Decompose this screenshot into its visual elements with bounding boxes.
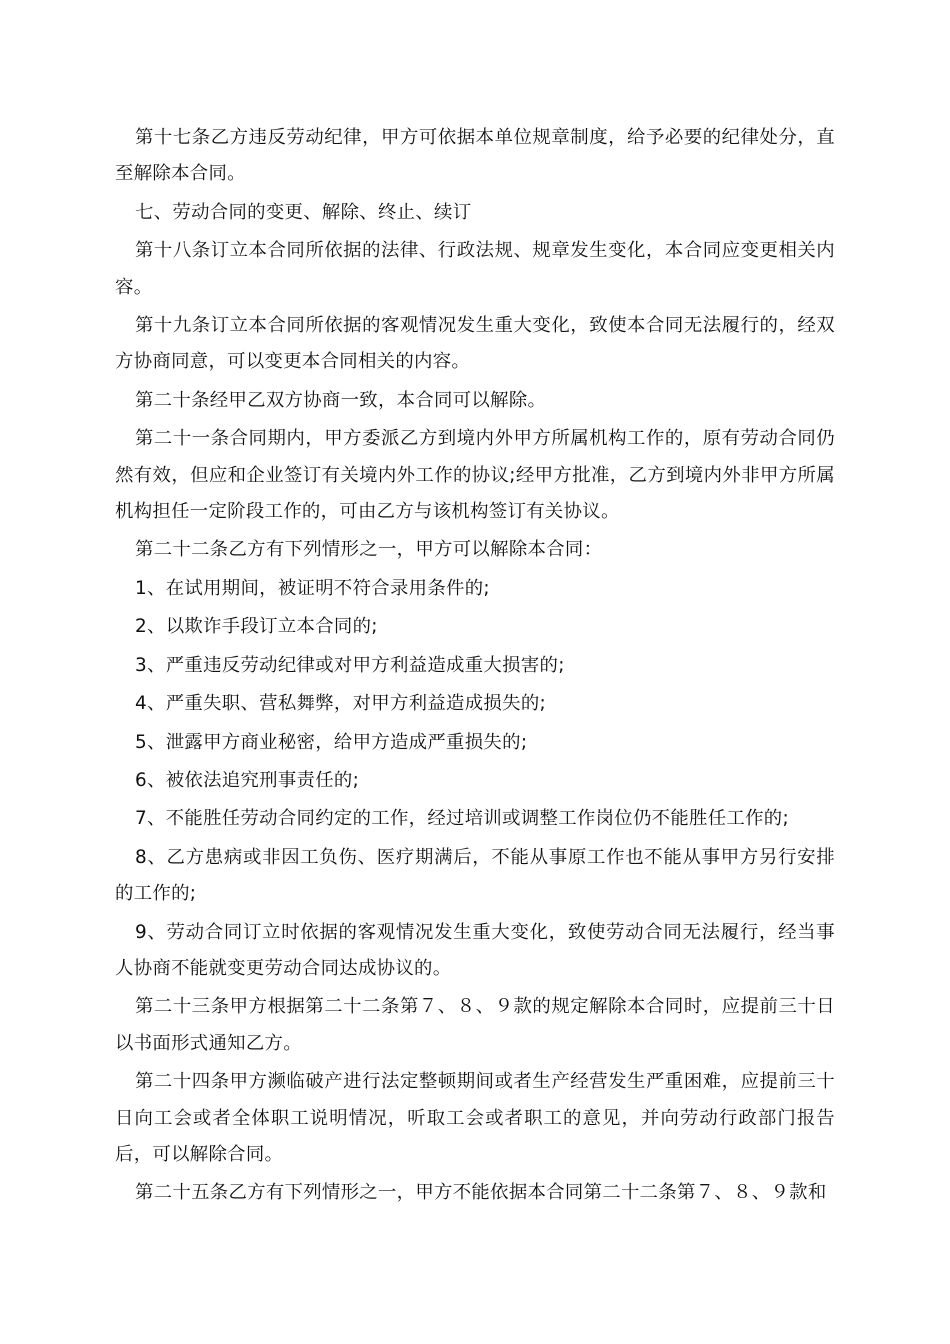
article-25-paragraph: 第二十五条乙方有下列情形之一，甲方不能依据本合同第二十二条第７、８、９款和 [135, 1182, 827, 1204]
article-22-item-2: 2、以欺诈手段订立本合同的; [135, 616, 378, 638]
article-22-item-8: 8、乙方患病或非因工负伤、医疗期满后，不能从事原工作也不能从事甲方另行安排的工作的; [115, 846, 835, 905]
article-20-paragraph: 第二十条经甲乙双方协商一致，本合同可以解除。 [135, 389, 547, 411]
article-22-item-9: 9、劳动合同订立时依据的客观情况发生重大变化，致使劳动合同无法履行，经当事人协商不能就变更劳动合同达成协议的。 [115, 921, 835, 979]
article-19-paragraph: 第十九条订立本合同所依据的客观情况发生重大变化，致使本合同无法履行的，经双方协商同意，可以变更本合同相关的内容。 [115, 315, 835, 373]
article-22-item-5: 5、泄露甲方商业秘密，给甲方造成严重损失的; [135, 731, 528, 753]
document-body [115, 120, 835, 1214]
article-22-item-6: 6、被依法追究刑事责任的; [135, 769, 360, 791]
article-22-item-4: 4、严重失职、营私舞弊，对甲方利益造成损失的; [135, 693, 547, 715]
section-7-heading: 七、劳动合同的变更、解除、终止、续订 [135, 201, 472, 223]
article-22-item-3: 3、严重违反劳动纪律或对甲方利益造成重大损害的; [135, 654, 565, 676]
article-21-paragraph: 第二十一条合同期内，甲方委派乙方到境内外甲方所属机构工作的，原有劳动合同仍然有效，但应和企业签订有关境内外工作的协议;经甲方批准，乙方到境内外非甲方所属机构担任一定阶段工作的，可由乙方与该机构签订有关协议。 [115, 428, 835, 523]
article-22-paragraph: 第二十二条乙方有下列情形之一，甲方可以解除本合同： [135, 539, 603, 561]
article-22-item-7: 7、不能胜任劳动合同约定的工作，经过培训或调整工作岗位仍不能胜任工作的; [135, 808, 789, 830]
article-17-paragraph: 第十七条乙方违反劳动纪律，甲方可依据本单位规章制度，给予必要的纪律处分，直至解除本合同。 [115, 127, 835, 185]
article-24-paragraph: 第二十四条甲方濒临破产进行法定整顿期间或者生产经营发生严重困难，应提前三十日向工会或者全体职工说明情况，听取工会或者职工的意见，并向劳动行政部门报告后，可以解除合同。 [115, 1071, 835, 1165]
article-23-paragraph: 第二十三条甲方根据第二十二条第７、８、９款的规定解除本合同时，应提前三十日以书面形式通知乙方。 [115, 996, 835, 1054]
article-22-item-1: 1、在试用期间，被证明不符合录用条件的; [135, 577, 490, 599]
article-18-paragraph: 第十八条订立本合同所依据的法律、行政法规、规章发生变化，本合同应变更相关内容。 [115, 240, 835, 298]
